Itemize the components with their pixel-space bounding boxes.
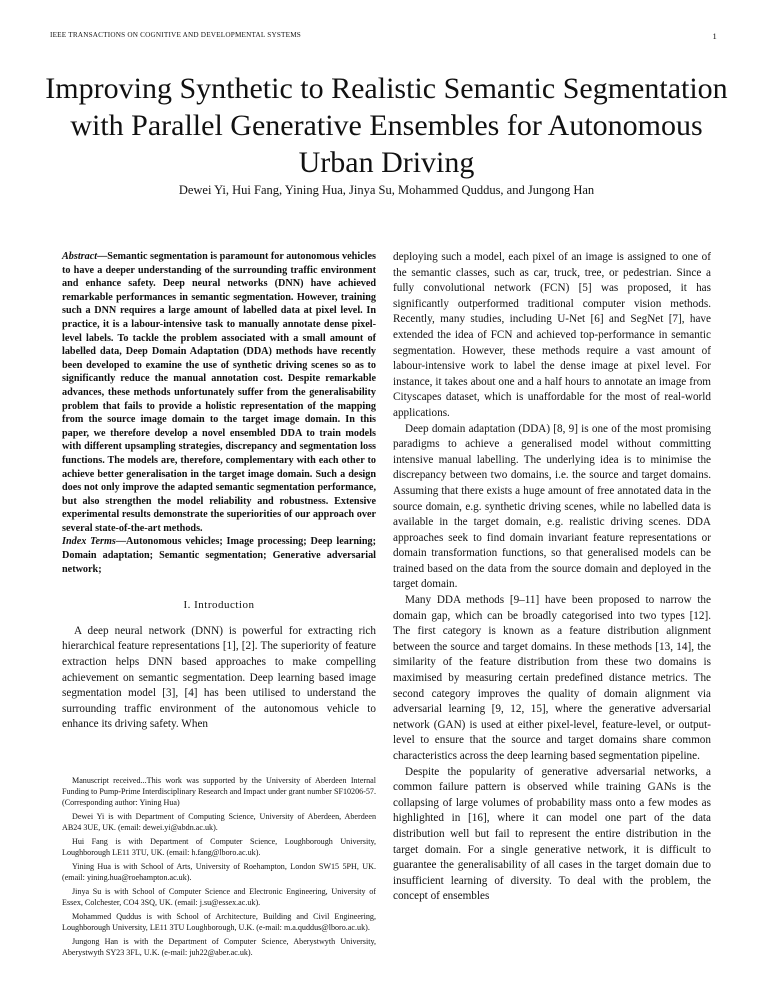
body-paragraph-2: Deep domain adaptation (DDA) [8, 9] is one of the most promising paradigms to achieve a generalised model without committing intensive manual labelling. The underlying idea is to minimise the discrepancy between two domains, i.e. the source and target domains. Assuming that there exists a huge amount of free annotated data in the source domain, e.g. synthetic driving scenes, while no labelled data is available in the target domain, e.g. realistic driving scenes. DDA approaches seek to find domain invariant feature representations or domain transformation functions, so that generalised models can be trained based on the data from the source domain and deployed in the target domain.: [393, 422, 711, 591]
footnote-author: Dewei Yi is with Department of Computing Science, University of Aberdeen, Aberdeen AB24 3UE, UK. (email: dewei.yi@abdn.ac.uk).: [62, 812, 376, 832]
footnote-author: Hui Fang is with Department of Computer Science, Loughborough University, Loughborough LE11 3TU, UK. (email: h.fang@lboro.ac.uk).: [62, 837, 376, 857]
left-column: [62, 250, 376, 733]
paper-title: Improving Synthetic to Realistic Semantic Segmentation with Parallel Generative Ensembles for Autonomous Urban Driving: [45, 72, 728, 179]
running-head: [50, 31, 717, 43]
page-number: 1: [712, 31, 717, 41]
abstract: [62, 250, 376, 535]
body-paragraph-3: Many DDA methods [9–11] have been proposed to narrow the domain gap, which can be broadly categorised into two types [12]. The first category is known as a feature distribution alignment between the source and target domains. In these methods [13, 14], the similarity of the feature distribution from these two domains is maximised by measuring certain predefined distance metrics. The second category improves the quality of domain alignment via adversarial learning [9, 12, 15], where the generative adversarial network (GAN) is used at either pixel-level, feature-level, or output-level to ensure that the source and target domains share common characteristics across the deep learning based segmentation pipeline.: [393, 594, 711, 762]
body-paragraph-1: deploying such a model, each pixel of an image is assigned to one of the semantic classes, such as car, truck, tree, or pedestrian. Since a fully convolutional network (FCN) [5] was proposed, it has significantly outperformed traditional computer vision methods. Recently, many studies, including U-Net [6] and SegNet [7], have extended the idea of FCN and achieved top-performance in semantic segmentation. However, these methods require a vast amount of labour-intensive work to label the dense image at pixel level. For instance, it takes about one and a half hours to annotate an image from Cityscapes dataset, which is unaffordable for the most of real-world applications.: [393, 251, 711, 419]
footnote-author: Jinya Su is with School of Computer Science and Electronic Engineering, University of Essex, Colchester, CO4 3SQ, UK. (email: j.su@essex.ac.uk).: [62, 887, 376, 907]
index-terms: [62, 535, 376, 576]
footnote-author: Yining Hua is with School of Arts, University of Roehampton, London SW15 5PH, UK. (email: yining.hua@roehampton.ac.uk).: [62, 862, 376, 882]
author-list: Dewei Yi, Hui Fang, Yining Hua, Jinya Su, Mohammed Quddus, and Jungong Han: [178, 183, 595, 197]
footnote-manuscript: Manuscript received...This work was supported by the University of Aberdeen Internal Funding to Pump-Prime Interdisciplinary Research and Impact under grant number SF10206-57. (Corresponding author: Yining Hua): [62, 776, 376, 807]
intro-paragraph-1: A deep neural network (DNN) is powerful for extracting rich hierarchical feature representations [1], [2]. The superiority of feature extraction helps DNN based approaches to make compelling achievement on semantic segmentation. Deep learning based image segmentation model [3], [4] has been utilised to understand the surrounding traffic environment of the autonomous vehicle to enhance its driving safety. When: [62, 624, 376, 731]
abstract-text: —Semantic segmentation is paramount for autonomous vehicles to have a deeper understanding of the surrounding traffic environment and enhance safety. Deep neural networks (DNN) have achieved remarkable performances in semantic segmentation. However, training such a DNN requires a large amount of labelled data at pixel level. In practice, it is a labour-intensive task to manually annotate dense pixel-level labels. To tackle the problem associated with a small amount of labelled data, Deep Domain Adaptation (DDA) methods have recently been developed to examine the use of synthetic driving scenes so as to significantly reduce the manual annotation cost. Despite remarkable advances, these methods unfortunately suffer from the generalisability problem that fails to provide a holistic representation of the mapping from the source image domain to the target image domain. In this paper, we therefore develop a novel ensembled DDA to train models with different upsampling strategies, discrepancy and segmentation loss functions. The models are, therefore, complementary with each other to achieve better generalisation in the target image domain. Such a design does not only improve the adapted semantic segmentation performance, but also strengthen the model reliability and robustness. Extensive experimental results demonstrate the superiorities of our approach over several state-of-the-art methods.: [62, 251, 376, 534]
abstract-label: Abstract: [62, 251, 98, 262]
index-terms-label: Index Terms: [62, 536, 116, 548]
footnotes: [62, 775, 376, 961]
section-heading-introduction: I. Introduction: [183, 599, 255, 612]
index-terms-text: —Autonomous vehicles; Image processing; Deep learning; Domain adaptation; Semantic segmentation; Generative adversarial network;: [62, 536, 376, 575]
body-paragraph-4: Despite the popularity of generative adversarial networks, a common failure pattern is observed while training GANs is the collapsing of large volumes of probability mass onto a few modes as highlighted in [16], where it can model one part of the data distribution well but fail to represent the entire distribution in the target domain. For a single generative network, it is difficult to guarantee the generalisability of all cases in the target domain due to insufficient learning of diversity. To deal with the problem, the concept of ensembles: [393, 765, 711, 903]
footnote-author: Jungong Han is with the Department of Computer Science, Aberystwyth University, Aberystwyth SY23 3FL, U.K. (e-mail: juh22@aber.ac.uk).: [62, 937, 376, 957]
footnote-author: Mohammed Quddus is with School of Architecture, Building and Civil Engineering, Loughborough University, LE11 3TU Loughborough, U.K. (e-mail: m.a.quddus@lboro.ac.uk).: [62, 912, 376, 932]
journal-name: IEEE TRANSACTIONS ON COGNITIVE AND DEVELOPMENTAL SYSTEMS: [50, 31, 301, 39]
right-column: [393, 250, 711, 905]
